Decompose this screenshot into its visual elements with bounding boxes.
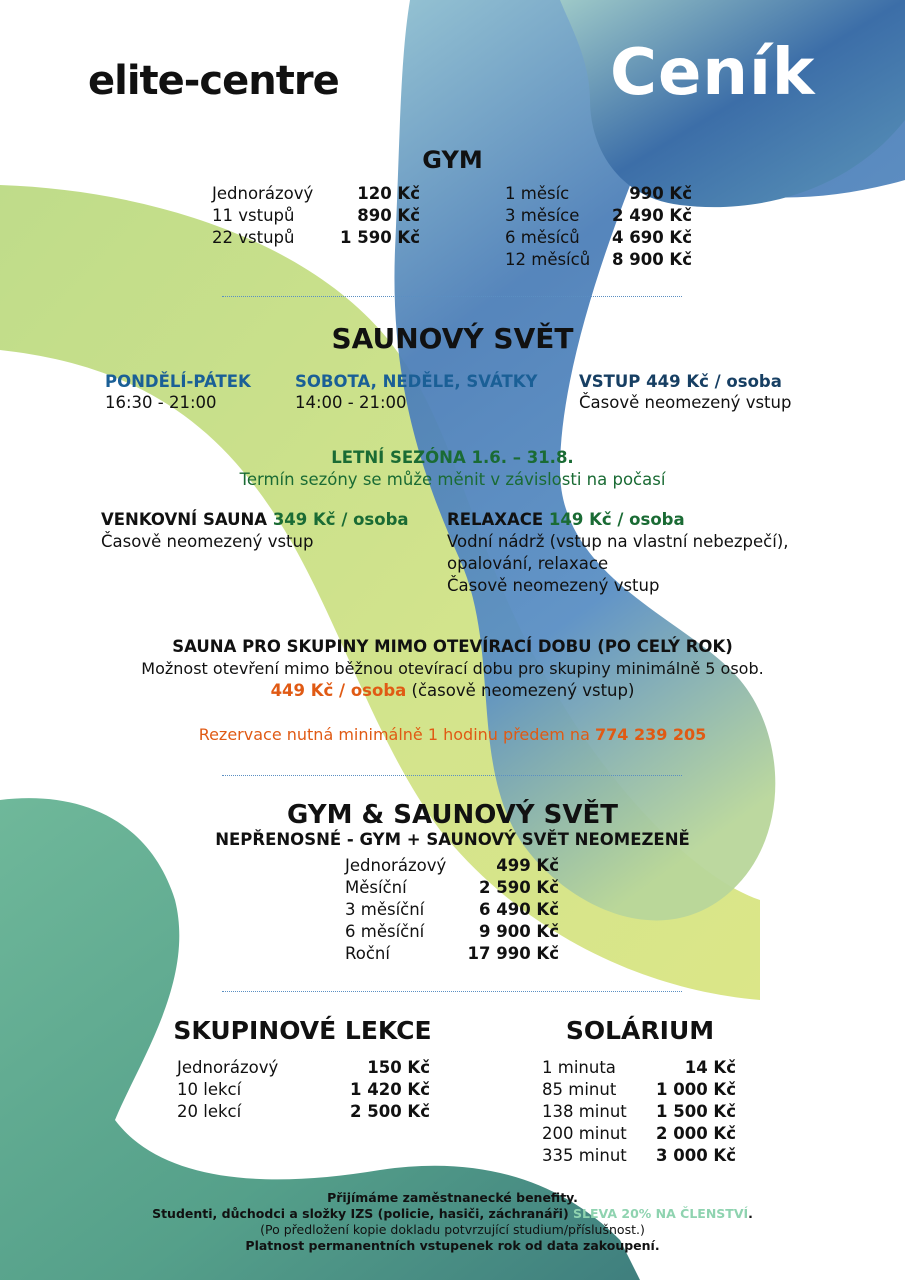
group-sauna-price-line [0, 681, 905, 700]
solarium-item-price: 1 500 Kč [656, 1102, 736, 1121]
reservation-line [0, 725, 905, 744]
group-sauna-price-note: (časově neomezený vstup) [411, 681, 635, 700]
page-title: Ceník [610, 36, 816, 110]
combo-subheading: NEPŘENOSNÉ - GYM + SAUNOVÝ SVĚT NEOMEZENĚ [215, 830, 690, 849]
combo-item-price: 2 590 Kč [479, 878, 559, 897]
entry-label: VSTUP [579, 372, 641, 391]
entry-note: Časově neomezený vstup [579, 393, 792, 412]
solarium-item-label: 1 minuta [542, 1058, 616, 1077]
gym-item-price: 1 590 Kč [340, 228, 420, 247]
summer-season-title: LETNÍ SEZÓNA 1.6. – 31.8. [331, 448, 574, 467]
combo-item-label: Měsíční [345, 878, 407, 897]
solarium-item-price: 3 000 Kč [656, 1146, 736, 1165]
outdoor-sauna-info [101, 510, 409, 529]
gym-item-price: 890 Kč [357, 206, 420, 225]
entry-price: 449 Kč / osoba [646, 372, 782, 391]
group-sauna-note: Možnost otevření mimo běžnou otevírací dobu pro skupiny minimálně 5 osob. [141, 659, 764, 678]
relax-info [447, 510, 685, 529]
weekday-label: PONDĚLÍ-PÁTEK [105, 372, 251, 391]
footer-discount-groups: Studenti, důchodci a složky IZS (policie, hasiči, záchranáři) [152, 1206, 569, 1221]
combo-item-label: 6 měsíční [345, 922, 425, 941]
gym-item-label: 12 měsíců [505, 250, 591, 269]
lessons-item-label: Jednorázový [177, 1058, 279, 1077]
relax-label: RELAXACE [447, 510, 544, 529]
section-divider [222, 296, 682, 297]
combo-item-price: 6 490 Kč [479, 900, 559, 919]
combo-item-label: Jednorázový [345, 856, 447, 875]
gym-item-label: 3 měsíce [505, 206, 580, 225]
combo-item-price: 17 990 Kč [467, 944, 559, 963]
reservation-text: Rezervace nutná minimálně 1 hodinu předem na [198, 725, 590, 744]
solarium-item-price: 14 Kč [684, 1058, 736, 1077]
relax-note: Vodní nádrž (vstup na vlastní nebezpečí), [447, 532, 789, 551]
gym-item-price: 2 490 Kč [612, 206, 692, 225]
footer-proof-note: (Po předložení kopie dokladu potvrzující studium/příslušnost.) [260, 1222, 645, 1237]
gym-item-label: 22 vstupů [212, 228, 295, 247]
lessons-item-price: 2 500 Kč [350, 1102, 430, 1121]
relax-price: 149 Kč / osoba [548, 510, 685, 529]
solarium-item-label: 138 minut [542, 1102, 627, 1121]
solarium-heading: SOLÁRIUM [565, 1016, 715, 1045]
outdoor-sauna-label: VENKOVNÍ SAUNA [101, 510, 268, 529]
relax-note: Časově neomezený vstup [447, 576, 660, 595]
combo-heading: GYM & SAUNOVÝ SVĚT [287, 800, 618, 830]
footer-discount-line [0, 1206, 905, 1221]
relax-note: opalování, relaxace [447, 554, 609, 573]
section-divider [222, 775, 682, 776]
group-sauna-price: 449 Kč / osoba [270, 681, 407, 700]
combo-item-label: 3 měsíční [345, 900, 425, 919]
gym-item-label: 1 měsíc [505, 184, 570, 203]
weekend-label: SOBOTA, NEDĚLE, SVÁTKY [295, 372, 538, 391]
reservation-phone[interactable]: 774 239 205 [594, 725, 707, 744]
gym-item-label: 11 vstupů [212, 206, 295, 225]
group-sauna-title: SAUNA PRO SKUPINY MIMO OTEVÍRACÍ DOBU (PO CELÝ ROK) [172, 637, 733, 656]
summer-season-note: Termín sezóny se může měnit v závislosti na počasí [239, 470, 666, 489]
solarium-item-label: 200 minut [542, 1124, 627, 1143]
footer-benefits: Přijímáme zaměstnanecké benefity. [327, 1190, 578, 1205]
outdoor-sauna-note: Časově neomezený vstup [101, 532, 314, 551]
sauna-heading: SAUNOVÝ SVĚT [331, 322, 574, 355]
gym-item-label: Jednorázový [212, 184, 314, 203]
gym-item-price: 8 900 Kč [612, 250, 692, 269]
outdoor-sauna-price: 349 Kč / osoba [272, 510, 409, 529]
solarium-item-label: 335 minut [542, 1146, 627, 1165]
weekday-hours: 16:30 - 21:00 [105, 393, 217, 412]
footer-discount-end: . [748, 1206, 753, 1221]
lessons-item-price: 1 420 Kč [350, 1080, 430, 1099]
footer-validity: Platnost permanentních vstupenek rok od data zakoupení. [245, 1238, 660, 1253]
solarium-item-price: 1 000 Kč [656, 1080, 736, 1099]
lessons-item-label: 10 lekcí [177, 1080, 242, 1099]
lessons-heading: SKUPINOVÉ LEKCE [173, 1016, 432, 1045]
gym-item-price: 4 690 Kč [612, 228, 692, 247]
brand-logo: elite-centre [88, 58, 339, 104]
solarium-item-price: 2 000 Kč [656, 1124, 736, 1143]
weekend-hours: 14:00 - 21:00 [295, 393, 407, 412]
lessons-item-label: 20 lekcí [177, 1102, 242, 1121]
gym-item-price: 120 Kč [357, 184, 420, 203]
combo-item-price: 9 900 Kč [479, 922, 559, 941]
section-divider [222, 991, 682, 992]
gym-item-price: 990 Kč [629, 184, 692, 203]
gym-item-label: 6 měsíců [505, 228, 580, 247]
gym-heading: GYM [422, 146, 483, 174]
combo-item-price: 499 Kč [496, 856, 559, 875]
combo-item-label: Roční [345, 944, 390, 963]
footer-discount-badge: SLEVA 20% NA ČLENSTVÍ [573, 1206, 749, 1221]
solarium-item-label: 85 minut [542, 1080, 617, 1099]
entry-info [579, 372, 782, 391]
lessons-item-price: 150 Kč [367, 1058, 430, 1077]
